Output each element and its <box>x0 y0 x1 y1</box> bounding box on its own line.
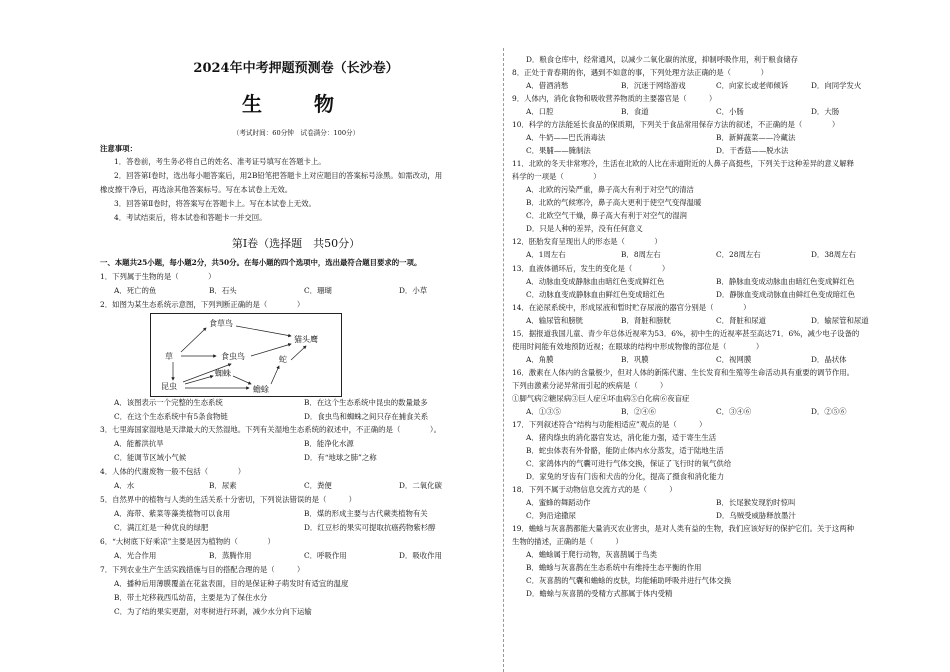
q12-options <box>526 250 906 259</box>
q10-opt-a: A．牛奶——巴氏消毒法 <box>526 133 606 142</box>
q16-stem: 16．激素在人体内的含量极少，但对人体的新陈代谢、生长发育和生殖等生命活动具有重要的调节作用。 <box>512 368 854 377</box>
node-herbivore-bird: 食草鸟 <box>209 319 233 328</box>
q13-stem: 13．血液体循环后，发生的变化是（ ） <box>512 264 670 273</box>
q5-opt-d: D．红豆杉的果实可提取抗癌药物紫杉醇 <box>304 523 436 532</box>
q11-stem: 11．北欧的冬天非常寒冷，生活在北欧的人比在赤道附近的人鼻子高挺些，下列关于这种差异的意义解释 <box>512 159 854 168</box>
q14-opt-d: D．输尿管和尿道 <box>811 316 869 325</box>
q7-opt-a: A．播种后用薄膜覆盖在花盆表面，目的是保证种子萌发时有适宜的温度 <box>114 579 349 588</box>
q7-opt-c: C．为了结的果实更甜，对枣树进行环剥，减少水分向下运输 <box>114 607 312 616</box>
q10-stem: 10．科学的方法能延长食品的保质期，下列关于食品常用保存方法的叙述，不正确的是（ ） <box>512 120 840 129</box>
arrow-spider-toad <box>233 376 251 384</box>
q5-opt-a: A．海带、紫菜等藻类植物可以食用 <box>114 509 231 518</box>
q15-opt-a: A．角膜 <box>526 355 554 364</box>
q17-opt-b: B．蛇虫体表有外骨骼，能防止体内水分蒸发，适于陆地生活 <box>526 446 724 455</box>
q19-opt-c: C．灰喜鹊的气囊和蟾蜍的皮肤，均能辅助呼吸并进行气体交换 <box>526 576 732 585</box>
q19-opt-b: B．蟾蜍与灰喜鹊在生态系统中有维持生态平衡的作用 <box>526 563 702 572</box>
notes-heading: 注意事项： <box>100 144 137 153</box>
q15-stem: 15．据报道我国儿童、青少年总体近视率为53．6%，初中生的近视率甚至高达71．6%，减少电子设备的 <box>512 329 860 338</box>
q2-stem: 2．如图为某生态系统示意图，下列判断正确的是（ ） <box>100 300 305 309</box>
q8-opt-b: B．沉迷于网络游戏 <box>621 81 686 90</box>
note-2-cont: 橡皮擦干净后，再选涂其他答案标号。写在本试卷上无效。 <box>100 185 293 194</box>
q9-opt-d: D．大肠 <box>811 107 840 116</box>
q10-options-row1 <box>526 133 906 142</box>
food-web-diagram <box>150 313 342 397</box>
q4-stem: 4．人体的代谢废物一般不包括（ ） <box>100 467 246 476</box>
node-spider: 蜘蛛 <box>215 369 231 378</box>
q19-opt-a: A．蟾蜍属于爬行动物，灰喜鹊属于鸟类 <box>526 550 657 559</box>
q17-opt-c: C．家鸽体内的气囊可进行气体交换，保证了飞行时的氧气供给 <box>526 459 732 468</box>
q16-opt-a: A．①③⑤ <box>526 407 561 416</box>
q14-stem: 14．在泌尿系统中，形成尿液和暂时贮存尿液的器官分别是（ ） <box>512 303 751 312</box>
q4-opt-c: C．粪便 <box>304 481 332 490</box>
q19-opt-d: D．蟾蜍与灰喜鹊的受精方式都属于体内受精 <box>526 589 673 598</box>
q6-stem: 6．“大树底下好乘凉”主要是因为植物的（ ） <box>100 537 275 546</box>
q18-stem: 18．下列不属于动物信息交流方式的是（ ） <box>512 485 677 494</box>
q4-opt-a: A．水 <box>114 481 135 490</box>
q15-opt-c: C．视网膜 <box>716 355 752 364</box>
q14-options <box>526 316 906 325</box>
q1-opt-b: B．石头 <box>209 286 237 295</box>
q5-opt-c: C．满江红是一种优良的绿肥 <box>114 523 209 532</box>
q13-options-row1 <box>526 277 906 286</box>
q9-stem: 9．人体内，消化食物和吸收营养物质的主要器官是（ ） <box>512 94 717 103</box>
q7-opt-b: B．带土坨移栽西瓜幼苗，主要是为了保住水分 <box>114 593 268 602</box>
q6-opt-a: A．光合作用 <box>114 551 157 560</box>
exam-title: 2024年中考押题预测卷（长沙卷） <box>193 61 399 76</box>
q16-stem-cont: 下列由激素分泌异常而引起的疾病是（ ） <box>512 381 668 390</box>
q1-opt-a: A．死亡的鱼 <box>114 286 157 295</box>
q16-opt-d: D．②⑤⑥ <box>811 407 847 416</box>
q18-opt-a: A．蜜蜂的舞蹈动作 <box>526 498 591 507</box>
arrow-grass-bird <box>181 328 206 352</box>
q2-options-row2 <box>114 412 494 421</box>
q18-opt-b: B．长尾猴发现豹时惊叫 <box>716 498 796 507</box>
q8-opt-d: D．向同学发火 <box>811 81 862 90</box>
q11-stem-cont: 科学的一项是（ ） <box>512 172 601 181</box>
q8-stem: 8．正处于青春期的你，遇到不如意的事，下列处理方法正确的是（ ） <box>512 68 768 77</box>
q11-opt-c: C．北欧空气干燥，鼻子高大有利于对空气的湿润 <box>526 211 687 220</box>
q11-opt-a: A．北欧的污染严重，鼻子高大有利于对空气的清洁 <box>526 185 694 194</box>
q3-options-row2 <box>114 453 494 462</box>
q4-opt-b: B．尿素 <box>209 481 237 490</box>
q3-options-row1 <box>114 439 494 448</box>
q2-opt-a: A．该图表示一个完整的生态系统 <box>114 398 223 407</box>
q6-opt-d: D．吸收作用 <box>399 551 442 560</box>
q3-opt-b: B．能净化水源 <box>304 439 354 448</box>
q5-stem: 5．自然界中的植物与人类的生活关系十分密切，下列说法错误的是（ ） <box>100 495 356 504</box>
q18-opt-d: D．乌贼受威胁释放墨汁 <box>716 511 796 520</box>
q6-opt-c: C．呼吸作用 <box>304 551 347 560</box>
q5-opt-b: B．煤的形成主要与古代蕨类植物有关 <box>304 509 428 518</box>
q8-opt-c: C．向家长或老师倾诉 <box>716 81 789 90</box>
q12-opt-c: C．28周左右 <box>716 250 761 259</box>
q9-opt-b: B．食道 <box>621 107 649 116</box>
food-web-svg <box>151 314 341 396</box>
q2-opt-b: B．在这个生态系统中昆虫的数量最多 <box>304 398 428 407</box>
q13-opt-a: A．动脉血变成静脉血由暗红色变成鲜红色 <box>526 277 665 286</box>
q16-list: ①脚气病②糖尿病③巨人症④坏血病⑤白化病⑥夜盲症 <box>512 394 690 403</box>
q11-opt-d: D．只是人种的差异，没有任何意义 <box>526 224 643 233</box>
node-insect: 昆虫 <box>161 382 177 391</box>
q15-opt-d: D．晶状体 <box>811 355 847 364</box>
q4-options <box>114 481 494 490</box>
node-snake: 蛇 <box>279 355 287 364</box>
section-instruction: 一、本题共25小题，每小题2分，共50分。在每小题的四个选项中，选出最符合题目要求的一项。 <box>100 258 422 267</box>
q17-opt-a: A．猪肉绦虫的消化器官发达，消化能力强，适于寄生生活 <box>526 433 717 442</box>
q5-options-row1 <box>114 509 494 518</box>
note-2: 2．回答第Ⅰ卷时，选出每小题答案后，用2B铅笔把答题卡上对应题目的答案标号涂黑。如需改动，用 <box>114 171 443 180</box>
q13-opt-d: D．静脉血变成动脉血由鲜红色变成暗红色 <box>716 290 855 299</box>
q15-opt-b: B．巩膜 <box>621 355 649 364</box>
q7-opt-d: D．粮食仓库中，经常通风，以减少二氧化碳的浓度，抑制呼吸作用，利于粮食储存 <box>526 55 798 64</box>
node-insectivore-bird: 食虫鸟 <box>221 352 245 361</box>
q10-opt-b: B．新鲜蔬菜——冷藏法 <box>716 133 796 142</box>
q8-options <box>526 81 906 90</box>
q3-opt-c: C．能调节区域小气候 <box>114 453 187 462</box>
arrow-snake-owl <box>291 346 306 360</box>
q1-stem: 1．下列属于生物的是（ ） <box>100 272 216 281</box>
q2-options-row1 <box>114 398 494 407</box>
q12-stem: 12．胚胎发育呈现出人的形态是（ ） <box>512 237 662 246</box>
q16-opt-c: C．③④⑥ <box>716 407 752 416</box>
q19-stem-cont: 生物的描述，正确的是（ ） <box>512 537 623 546</box>
q13-options-row2 <box>526 290 906 299</box>
note-1: 1．答卷前，考生务必将自己的姓名、准考证号填写在答题卡上。 <box>114 157 326 166</box>
q14-opt-b: B．肾脏和膀胱 <box>621 316 671 325</box>
q13-opt-b: B．静脉血变成动脉血由暗红色变成鲜红色 <box>716 277 855 286</box>
q8-opt-a: A．借酒消愁 <box>526 81 569 90</box>
q15-options <box>526 355 906 364</box>
arrow-toad-snake <box>271 366 279 384</box>
q15-stem-cont: 使用时间能有效地预防近视；在眼球的结构中形成物像的部位是（ ） <box>512 342 764 351</box>
q4-opt-d: D．二氧化碳 <box>399 481 442 490</box>
q17-stem: 17．下列叙述符合“结构与功能相适应”观点的是（ ） <box>512 420 707 429</box>
section-title: 第Ⅰ卷（选择题 共50分） <box>231 237 361 250</box>
q11-opt-b: B．北欧的气候寒冷，鼻子高大更利于使空气变得温暖 <box>526 198 702 207</box>
q10-opt-d: D．干香菇——脱水法 <box>716 146 789 155</box>
q10-opt-c: C．果脯——腌制法 <box>526 146 591 155</box>
q18-opt-c: C．狗沿途撒尿 <box>526 511 576 520</box>
q18-options-row2 <box>526 511 906 520</box>
q13-opt-c: C．动脉血变成静脉血由鲜红色变成暗红色 <box>526 290 665 299</box>
q17-opt-d: D．家兔的牙齿有门齿和犬齿的分化，提高了摄食和消化能力 <box>526 472 725 481</box>
column-divider <box>503 48 504 672</box>
q9-options <box>526 107 906 116</box>
q14-opt-c: C．肾脏和尿道 <box>716 316 766 325</box>
q3-stem: 3．七里海国家湿地是天津最大的天然湿地。下列有关湿地生态系统的叙述中，不正确的是（ ）。 <box>100 425 441 434</box>
q3-opt-a: A．能蓄洪抗旱 <box>114 439 164 448</box>
q12-opt-d: D．38周左右 <box>811 250 856 259</box>
q10-options-row2 <box>526 146 906 155</box>
q1-opt-c: C．珊瑚 <box>304 286 332 295</box>
q19-stem: 19．蟾蜍与灰喜鹊都能大量消灭农业害虫，是对人类有益的生物，我们应该好好的保护它们。关于这两种 <box>512 524 854 533</box>
q3-opt-d: D．有“地球之肺”之称 <box>304 453 377 462</box>
note-3: 3．回答第Ⅱ卷时，将答案写在答题卡上。写在本试卷上无效。 <box>114 199 316 208</box>
q12-opt-a: A．1周左右 <box>526 250 566 259</box>
node-owl: 猫头鹰 <box>294 335 318 344</box>
q5-options-row2 <box>114 523 494 532</box>
q1-opt-d: D．小草 <box>399 286 428 295</box>
q14-opt-a: A．输尿管和膀胱 <box>526 316 584 325</box>
q18-options-row1 <box>526 498 906 507</box>
node-grass: 草 <box>165 352 173 361</box>
q2-opt-d: D．食虫鸟和蜘蛛之间只存在捕食关系 <box>304 412 429 421</box>
note-4: 4．考试结束后，将本试卷和答题卡一并交回。 <box>114 213 267 222</box>
node-toad: 蟾蜍 <box>253 385 269 394</box>
subject-title: 生 物 <box>242 92 350 116</box>
q6-opt-b: B．蒸腾作用 <box>209 551 252 560</box>
q16-options <box>526 407 906 416</box>
q16-opt-b: B．②④⑥ <box>621 407 656 416</box>
q7-stem: 7．下列农业生产生活实践措施与目的搭配合理的是（ ） <box>100 565 305 574</box>
arrow-bird-owl <box>236 326 291 336</box>
q2-opt-c: C．在这个生态系统中有5条食物链 <box>114 412 228 421</box>
exam-info: （考试时间：60分钟 试卷满分：100分） <box>232 129 360 137</box>
q9-opt-a: A．口腔 <box>526 107 554 116</box>
q1-options <box>114 286 494 295</box>
q6-options <box>114 551 494 560</box>
q12-opt-b: B．8周左右 <box>621 250 661 259</box>
q9-opt-c: C．小肠 <box>716 107 744 116</box>
